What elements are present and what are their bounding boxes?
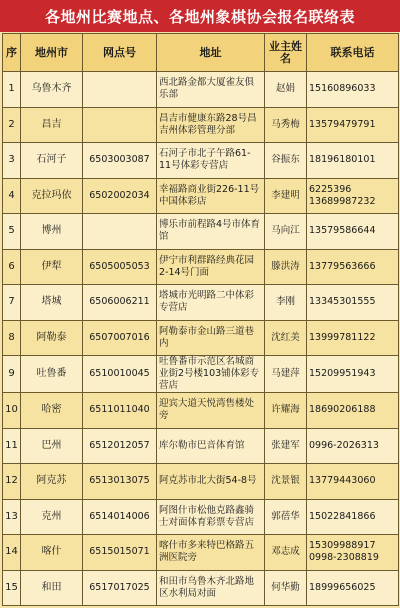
row-code: 6505005053 bbox=[83, 249, 157, 285]
phone-number: 0998-2308819 bbox=[309, 552, 379, 564]
row-code: 6503003087 bbox=[83, 143, 157, 179]
row-number: 15 bbox=[3, 570, 21, 606]
row-city: 阿勒泰 bbox=[21, 320, 83, 356]
phone-number: 0996-2026313 bbox=[309, 439, 379, 451]
row-owner: 滕洪涛 bbox=[265, 249, 307, 285]
row-city: 哈密 bbox=[21, 393, 83, 429]
phone-number: 6225396 bbox=[309, 183, 352, 195]
page-title: 各地州比赛地点、各地州象棋协会报名联络表 bbox=[0, 0, 400, 32]
contact-table bbox=[2, 33, 399, 606]
phone-number: 13579479791 bbox=[309, 118, 376, 130]
table-row bbox=[3, 143, 399, 179]
table-row bbox=[3, 178, 399, 214]
table-row bbox=[3, 285, 399, 321]
row-address: 西北路金都大厦雀友俱乐部 bbox=[157, 72, 265, 108]
row-phone bbox=[307, 428, 399, 464]
table-row bbox=[3, 356, 399, 393]
row-city: 克拉玛依 bbox=[21, 178, 83, 214]
row-number: 1 bbox=[3, 72, 21, 108]
row-phone bbox=[307, 285, 399, 321]
row-address: 阿图什市松他克路鑫骑士对面体育彩票专营店 bbox=[157, 499, 265, 535]
row-owner: 李刚 bbox=[265, 285, 307, 321]
row-city: 石河子 bbox=[21, 143, 83, 179]
table-row bbox=[3, 535, 399, 571]
row-phone bbox=[307, 535, 399, 571]
row-number: 8 bbox=[3, 320, 21, 356]
row-address: 塔城市光明路二中体彩专营店 bbox=[157, 285, 265, 321]
row-owner: 何华勤 bbox=[265, 570, 307, 606]
header-address: 地址 bbox=[157, 34, 265, 72]
row-city: 阿克苏 bbox=[21, 464, 83, 500]
phone-number: 15209951943 bbox=[309, 368, 376, 379]
row-address: 博乐市前程路4号市体育馆 bbox=[157, 214, 265, 250]
row-code: 6502002034 bbox=[83, 178, 157, 214]
row-code bbox=[83, 72, 157, 108]
row-code: 6517017025 bbox=[83, 570, 157, 606]
row-city: 博州 bbox=[21, 214, 83, 250]
row-owner: 赵娟 bbox=[265, 72, 307, 108]
table-row bbox=[3, 72, 399, 108]
row-address: 库尔勒市巴音体育馆 bbox=[157, 428, 265, 464]
row-number: 14 bbox=[3, 535, 21, 571]
row-owner: 李建明 bbox=[265, 178, 307, 214]
row-city: 昌吉 bbox=[21, 107, 83, 143]
row-address: 昌吉市健康东路28号昌吉州体彩管理分部 bbox=[157, 107, 265, 143]
table-row bbox=[3, 214, 399, 250]
row-code: 6511011040 bbox=[83, 393, 157, 429]
row-phone bbox=[307, 393, 399, 429]
row-phone bbox=[307, 249, 399, 285]
row-owner: 谷振东 bbox=[265, 143, 307, 179]
row-code bbox=[83, 107, 157, 143]
row-phone bbox=[307, 320, 399, 356]
phone-number: 18196180101 bbox=[309, 154, 376, 166]
row-city: 和田 bbox=[21, 570, 83, 606]
phone-number: 18999656025 bbox=[309, 581, 376, 593]
row-address: 吐鲁番市示范区名城商业街2号楼103铺体彩专营店 bbox=[157, 356, 265, 393]
row-code: 6513013075 bbox=[83, 464, 157, 500]
row-owner: 沈景银 bbox=[265, 464, 307, 500]
row-number: 2 bbox=[3, 107, 21, 143]
row-owner: 沈红美 bbox=[265, 320, 307, 356]
row-number: 11 bbox=[3, 428, 21, 464]
row-owner: 郭蓓华 bbox=[265, 499, 307, 535]
row-phone bbox=[307, 143, 399, 179]
row-code: 6515015071 bbox=[83, 535, 157, 571]
phone-number: 15160896033 bbox=[309, 83, 376, 95]
table-row bbox=[3, 464, 399, 500]
row-number: 9 bbox=[3, 356, 21, 393]
header-owner: 业主姓名 bbox=[265, 34, 307, 72]
header-no: 序 bbox=[3, 34, 21, 72]
row-number: 12 bbox=[3, 464, 21, 500]
row-phone bbox=[307, 356, 399, 393]
phone-number: 13999781122 bbox=[309, 331, 376, 343]
header-code: 网点号 bbox=[83, 34, 157, 72]
row-owner: 马建萍 bbox=[265, 356, 307, 393]
phone-number: 13579586644 bbox=[309, 225, 376, 237]
phone-number: 13689987232 bbox=[309, 195, 376, 207]
phone-number: 15022841866 bbox=[309, 510, 376, 522]
row-number: 5 bbox=[3, 214, 21, 250]
phone-number: 18690206188 bbox=[309, 404, 376, 416]
table-header-row bbox=[3, 34, 399, 72]
row-address: 和田市乌鲁木齐北路地区水利局对面 bbox=[157, 570, 265, 606]
row-city: 喀什 bbox=[21, 535, 83, 571]
phone-number: 13779443060 bbox=[309, 475, 376, 487]
table-row bbox=[3, 570, 399, 606]
row-number: 7 bbox=[3, 285, 21, 321]
row-city: 伊犁 bbox=[21, 249, 83, 285]
row-city: 巴州 bbox=[21, 428, 83, 464]
row-address: 幸福路商业街226-11号中国体彩店 bbox=[157, 178, 265, 214]
row-number: 10 bbox=[3, 393, 21, 429]
row-owner: 邓志成 bbox=[265, 535, 307, 571]
row-code: 6506006211 bbox=[83, 285, 157, 321]
row-phone bbox=[307, 178, 399, 214]
table-row bbox=[3, 393, 399, 429]
row-phone bbox=[307, 464, 399, 500]
row-city: 克州 bbox=[21, 499, 83, 535]
row-owner: 马秀梅 bbox=[265, 107, 307, 143]
row-owner: 张建军 bbox=[265, 428, 307, 464]
row-address: 伊宁市利群路经典花园2-14号门面 bbox=[157, 249, 265, 285]
row-code: 6510010045 bbox=[83, 356, 157, 393]
row-code: 6512012057 bbox=[83, 428, 157, 464]
row-number: 4 bbox=[3, 178, 21, 214]
row-phone bbox=[307, 107, 399, 143]
row-phone bbox=[307, 570, 399, 606]
row-code: 6514014006 bbox=[83, 499, 157, 535]
row-code: 6507007016 bbox=[83, 320, 157, 356]
header-city: 地州市 bbox=[21, 34, 83, 72]
row-address: 迎宾大道天悦湾售楼处旁 bbox=[157, 393, 265, 429]
row-phone bbox=[307, 214, 399, 250]
header-phone: 联系电话 bbox=[307, 34, 399, 72]
row-phone bbox=[307, 499, 399, 535]
phone-number: 13779563666 bbox=[309, 260, 376, 272]
table-row bbox=[3, 320, 399, 356]
phone-number: 15309988917 bbox=[309, 540, 376, 552]
table-row bbox=[3, 107, 399, 143]
row-city: 塔城 bbox=[21, 285, 83, 321]
row-phone bbox=[307, 72, 399, 108]
phone-number: 13345301555 bbox=[309, 296, 376, 308]
row-owner: 许耀海 bbox=[265, 393, 307, 429]
row-city: 吐鲁番 bbox=[21, 356, 83, 393]
row-code bbox=[83, 214, 157, 250]
row-owner: 马向江 bbox=[265, 214, 307, 250]
row-address: 石河子市北子午路61-11号体彩专营店 bbox=[157, 143, 265, 179]
row-address: 喀什市多来特巴格路五洲医院旁 bbox=[157, 535, 265, 571]
table-row bbox=[3, 428, 399, 464]
row-number: 6 bbox=[3, 249, 21, 285]
table-row bbox=[3, 499, 399, 535]
row-number: 3 bbox=[3, 143, 21, 179]
row-address: 阿勒泰市金山路三道巷内 bbox=[157, 320, 265, 356]
row-number: 13 bbox=[3, 499, 21, 535]
row-address: 阿克苏市北大街54-8号 bbox=[157, 464, 265, 500]
table-row bbox=[3, 249, 399, 285]
table-body bbox=[3, 72, 399, 606]
row-city: 乌鲁木齐 bbox=[21, 72, 83, 108]
